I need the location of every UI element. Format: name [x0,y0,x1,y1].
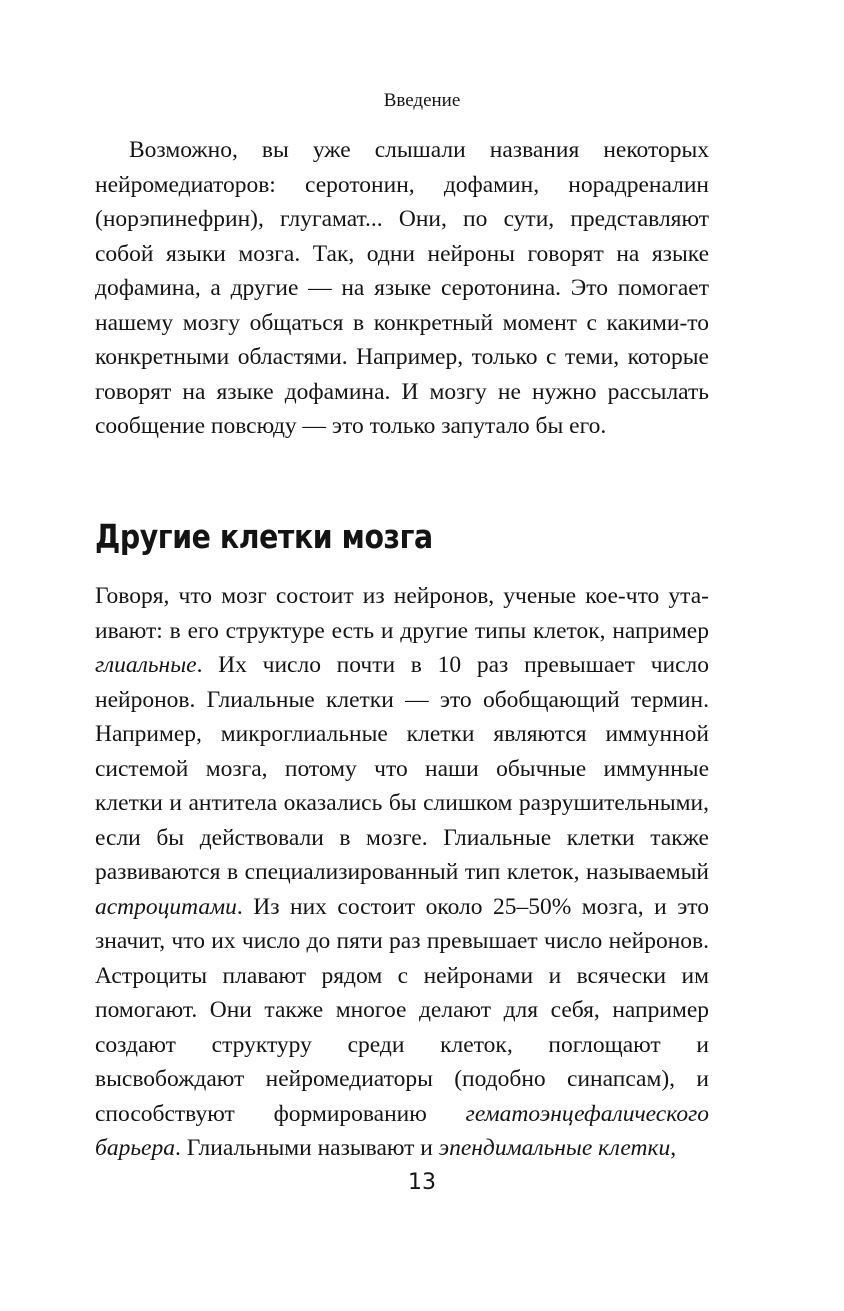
text-segment: . Их число почти в 10 раз превышает число нейронов. Глиальные клетки — это обобщающий термин. Например, микроглиальные клетки являются иммунной системой мозга, потому что наши обычные иммунные клетки и антитела оказались бы слишком разрушительными, если бы действовали в мозге. Глиальные клетки также развиваются в специализированный тип клеток, называемый [95,652,709,885]
term-blood-brain-barrier: гематоэнцефалического барьера [95,1100,709,1161]
term-ependymal-cells: эпендимальные клетки [438,1135,671,1161]
glial-paragraph-block [95,579,709,1166]
intro-paragraph-block [95,133,709,444]
running-head: Введение [383,90,461,111]
paragraph-neurotransmitters: Возможно, вы уже слышали названия некоторых нейромедиаторов: серотонин, дофамин, норадреналин (норэпинефрин), глугамат... Они, по сути, представляют собой языки мозга. Так, одни нейроны говорят на языке дофамина, а другие — на языке серотонина. Это помогает нашему мозгу общаться в конкретный момент с какими-то конкретными областями. Например, только с теми, которые говорят на языке дофамина. И мозгу не нужно рассылать сообщение повсюду — это только запутало бы его. [95,137,709,439]
text-segment: Говоря, что мозг состоит из нейронов, ученые кое-что утаивают: в его структуре есть и другие типы клеток, например [95,583,709,644]
paragraph-glial-cells [95,579,709,1166]
term-astrocytes: астроцитами [95,893,237,920]
page-number: 13 [408,1170,436,1195]
section-heading: Другие клетки мозга [95,517,433,556]
text-segment: . Из них состоит около 25–50% мозга, и это значит, что их число до пяти раз превышает число нейронов. Астроциты плавают рядом с нейронами и всячески им помогают. Они также многое делают для себя, например создают структуру среди клеток, поглощают и высвобождают нейромедиаторы (подобно синапсам), и способствуют формированию [95,893,709,1127]
text-segment: , [670,1135,677,1161]
text-segment: . Глиальными называют и [174,1135,439,1161]
term-glial: глиальные [95,652,197,678]
